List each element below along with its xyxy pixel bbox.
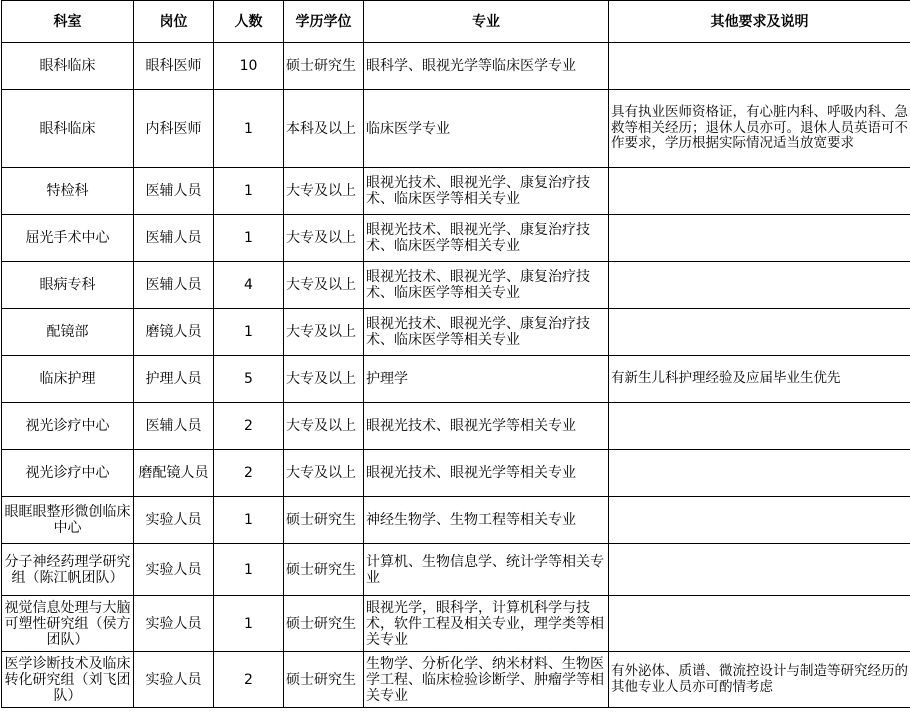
cell-major: 计算机、生物信息学、统计学等相关专业 (364, 544, 609, 596)
cell-count: 1 (214, 497, 284, 544)
cell-count: 5 (214, 356, 284, 403)
cell-dept: 临床护理 (2, 356, 134, 403)
cell-dept: 特检科 (2, 168, 134, 215)
header-post: 岗位 (134, 1, 214, 43)
table-row (2, 596, 910, 652)
cell-note (609, 309, 910, 356)
cell-dept: 眼科临床 (2, 43, 134, 90)
cell-post: 护理人员 (134, 356, 214, 403)
cell-dept: 眼病专科 (2, 262, 134, 309)
header-dept: 科室 (2, 1, 134, 43)
cell-note (609, 450, 910, 497)
cell-degree: 大专及以上 (284, 215, 364, 262)
cell-post: 实验人员 (134, 544, 214, 596)
cell-note (609, 168, 910, 215)
cell-note (609, 43, 910, 90)
cell-degree: 硕士研究生 (284, 596, 364, 652)
cell-note (609, 403, 910, 450)
cell-post: 实验人员 (134, 596, 214, 652)
cell-note (609, 497, 910, 544)
cell-dept: 视光诊疗中心 (2, 450, 134, 497)
cell-note: 有外泌体、质谱、微流控设计与制造等研究经历的其他专业人员亦可酌情考虑 (609, 652, 910, 708)
table-row (2, 168, 910, 215)
header-count: 人数 (214, 1, 284, 43)
table-row (2, 215, 910, 262)
cell-dept: 眼科临床 (2, 90, 134, 168)
cell-post: 实验人员 (134, 497, 214, 544)
cell-post: 医辅人员 (134, 215, 214, 262)
table-row (2, 450, 910, 497)
cell-note (609, 262, 910, 309)
cell-count: 1 (214, 544, 284, 596)
cell-count: 2 (214, 450, 284, 497)
cell-count: 1 (214, 90, 284, 168)
cell-major: 眼科学、眼视光学等临床医学专业 (364, 43, 609, 90)
recruitment-table (1, 0, 910, 708)
cell-dept: 视光诊疗中心 (2, 403, 134, 450)
cell-major: 神经生物学、生物工程等相关专业 (364, 497, 609, 544)
table-row (2, 262, 910, 309)
cell-major: 眼视光技术、眼视光学、康复治疗技术、临床医学等相关专业 (364, 262, 609, 309)
table-row (2, 90, 910, 168)
cell-major: 眼视光学，眼科学，计算机科学与技术，软件工程及相关专业，理学类等相关专业 (364, 596, 609, 652)
cell-degree: 硕士研究生 (284, 43, 364, 90)
table-row (2, 403, 910, 450)
cell-dept: 眼眶眼整形微创临床中心 (2, 497, 134, 544)
cell-count: 2 (214, 403, 284, 450)
cell-count: 1 (214, 596, 284, 652)
header-major: 专业 (364, 1, 609, 43)
cell-count: 1 (214, 168, 284, 215)
cell-major: 眼视光技术、眼视光学、康复治疗技术、临床医学等相关专业 (364, 168, 609, 215)
cell-degree: 本科及以上 (284, 90, 364, 168)
cell-post: 磨配镜人员 (134, 450, 214, 497)
cell-dept: 医学诊断技术及临床转化研究组（刘飞团队） (2, 652, 134, 708)
header-row (2, 1, 910, 43)
cell-note (609, 544, 910, 596)
cell-degree: 硕士研究生 (284, 497, 364, 544)
cell-major: 护理学 (364, 356, 609, 403)
cell-degree: 大专及以上 (284, 356, 364, 403)
table-row (2, 43, 910, 90)
cell-degree: 大专及以上 (284, 450, 364, 497)
cell-degree: 大专及以上 (284, 168, 364, 215)
header-degree: 学历学位 (284, 1, 364, 43)
cell-note (609, 596, 910, 652)
cell-count: 1 (214, 309, 284, 356)
cell-count: 2 (214, 652, 284, 708)
cell-post: 内科医师 (134, 90, 214, 168)
header-note: 其他要求及说明 (609, 1, 910, 43)
cell-degree: 硕士研究生 (284, 544, 364, 596)
cell-dept: 配镜部 (2, 309, 134, 356)
table-row (2, 356, 910, 403)
cell-note (609, 215, 910, 262)
cell-post: 医辅人员 (134, 168, 214, 215)
cell-post: 医辅人员 (134, 403, 214, 450)
cell-count: 1 (214, 215, 284, 262)
cell-major: 眼视光技术、眼视光学等相关专业 (364, 403, 609, 450)
cell-degree: 硕士研究生 (284, 652, 364, 708)
table-row (2, 652, 910, 708)
table-row (2, 544, 910, 596)
cell-post: 医辅人员 (134, 262, 214, 309)
cell-dept: 视觉信息处理与大脑可塑性研究组（侯方团队） (2, 596, 134, 652)
cell-note: 有新生儿科护理经验及应届毕业生优先 (609, 356, 910, 403)
cell-major: 临床医学专业 (364, 90, 609, 168)
cell-dept: 分子神经药理学研究组（陈江帆团队） (2, 544, 134, 596)
cell-major: 眼视光技术、眼视光学、康复治疗技术、临床医学等相关专业 (364, 215, 609, 262)
cell-major: 眼视光技术、眼视光学等相关专业 (364, 450, 609, 497)
cell-degree: 大专及以上 (284, 309, 364, 356)
cell-degree: 大专及以上 (284, 262, 364, 309)
cell-count: 4 (214, 262, 284, 309)
cell-count: 10 (214, 43, 284, 90)
cell-note: 具有执业医师资格证，有心脏内科、呼吸内科、急救等相关经历；退休人员亦可。退休人员英语可不作要求，学历根据实际情况适当放宽要求 (609, 90, 910, 168)
cell-major: 眼视光技术、眼视光学、康复治疗技术、临床医学等相关专业 (364, 309, 609, 356)
table-row (2, 309, 910, 356)
cell-post: 实验人员 (134, 652, 214, 708)
cell-post: 磨镜人员 (134, 309, 214, 356)
cell-degree: 大专及以上 (284, 403, 364, 450)
cell-dept: 屈光手术中心 (2, 215, 134, 262)
cell-post: 眼科医师 (134, 43, 214, 90)
table-row (2, 497, 910, 544)
cell-major: 生物学、分析化学、纳米材料、生物医学工程、临床检验诊断学、肿瘤学等相关专业 (364, 652, 609, 708)
